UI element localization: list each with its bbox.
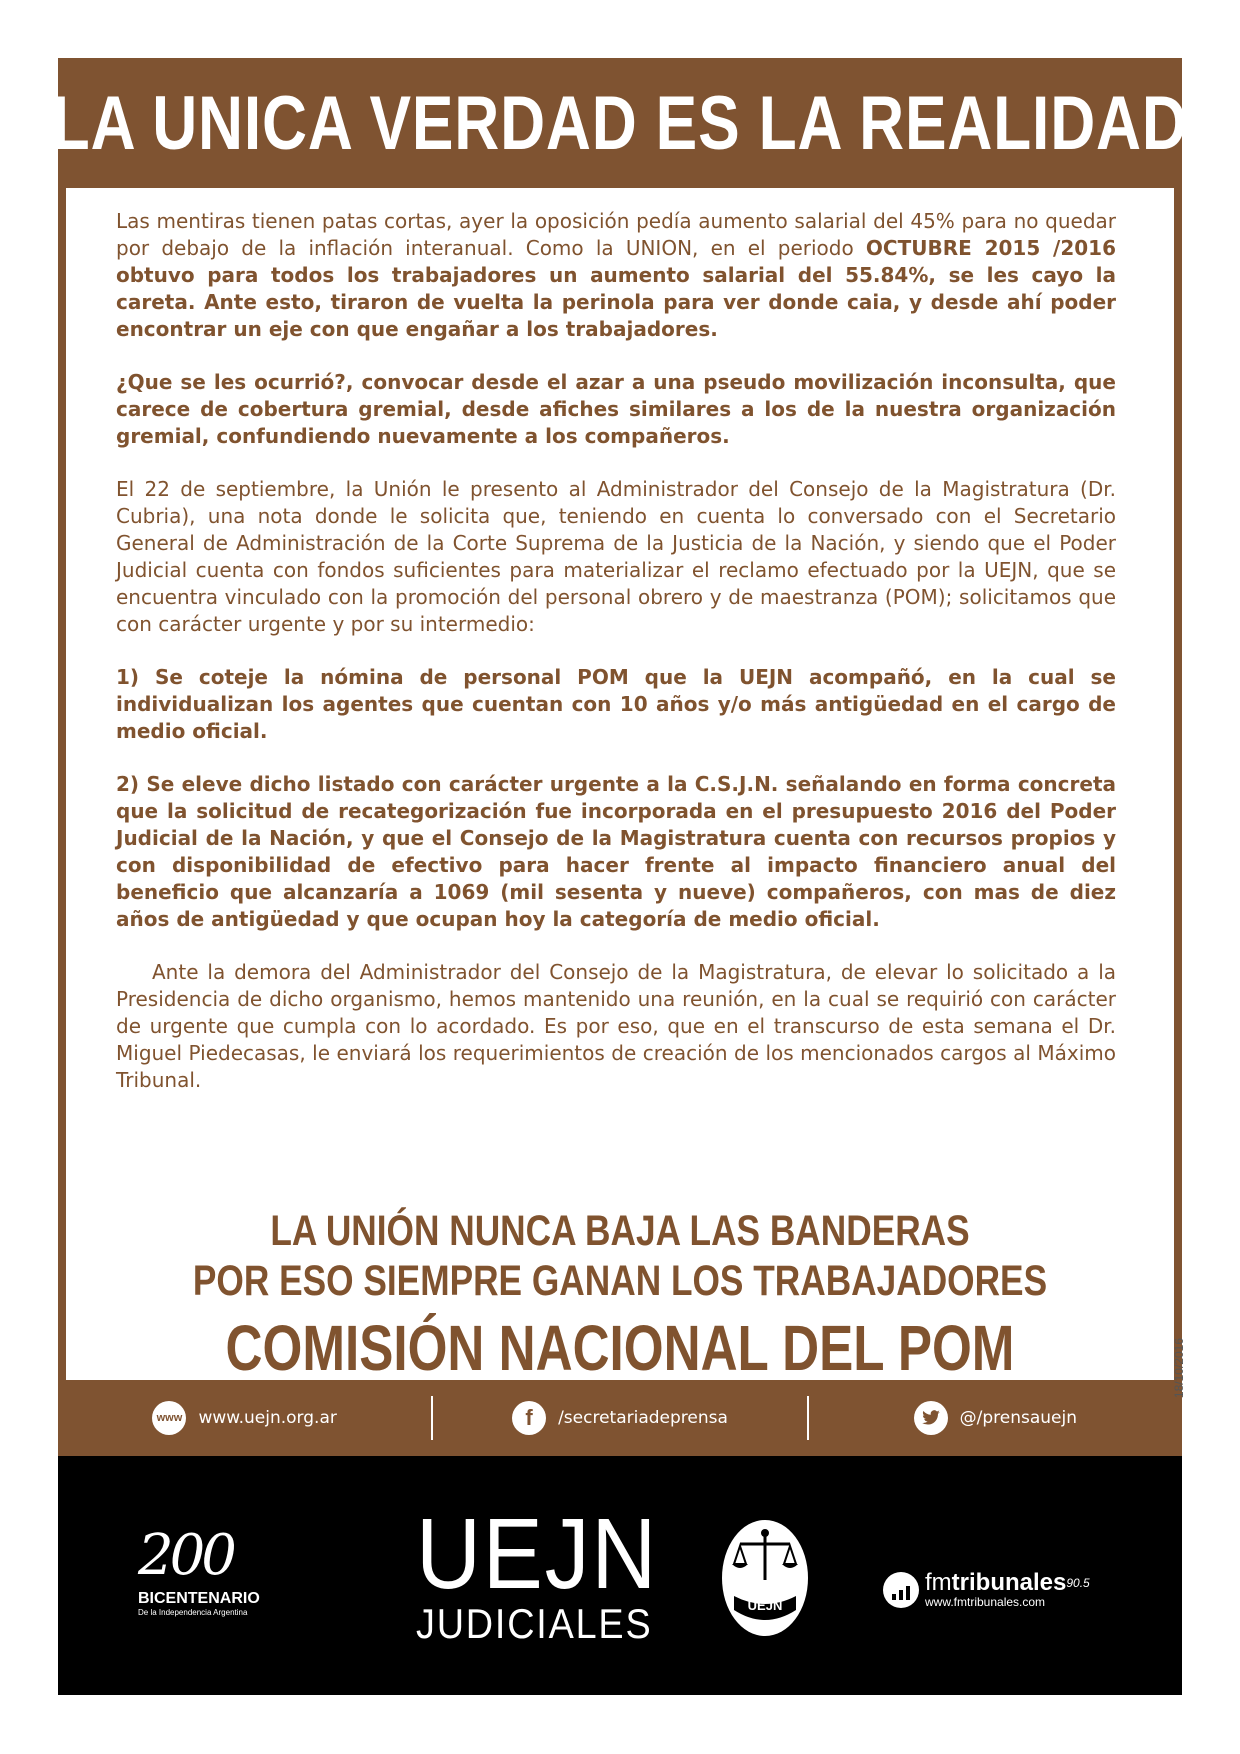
website-text: www.uejn.org.ar: [198, 1408, 337, 1428]
paragraph-2: ¿Que se les ocurrió?, convocar desde el azar a una pseudo movilización inconsulta, que carece de cobertura gremial, desde afiches similares a los de la nuestra organización gremial, confundiendo nuevamente a los compañeros.: [116, 370, 1116, 448]
twitter-text: @/prensauejn: [959, 1408, 1077, 1428]
signal-bars-icon: [883, 1572, 919, 1608]
uejn-wordmark: UEJN: [416, 1498, 659, 1610]
globe-icon: www: [152, 1401, 186, 1435]
bicentenario-subtitle: De la Independencia Argentina: [138, 1608, 248, 1617]
fm-url: www.fmtribunales.com: [925, 1595, 1046, 1609]
commission-signature: COMISIÓN NACIONAL DEL POM: [225, 1312, 1015, 1384]
website-link[interactable]: [58, 1401, 431, 1435]
bicentenario-logo: [138, 1523, 338, 1617]
bicentenario-title: BICENTENARIO: [138, 1590, 260, 1607]
scales-emblem-icon: [720, 1518, 810, 1638]
facebook-icon: f: [512, 1401, 546, 1435]
headline: LA UNICA VERDAD ES LA REALIDAD: [52, 80, 1189, 166]
twitter-link[interactable]: [809, 1401, 1182, 1435]
paragraph-1: [116, 208, 1116, 343]
slogans: [66, 1206, 1174, 1386]
slogan-1: LA UNIÓN NUNCA BAJA LAS BANDERAS: [270, 1207, 970, 1255]
fmtribunales-logo: [883, 1571, 1090, 1609]
fm-frequency: 90.5: [1066, 1576, 1090, 1590]
paragraph-1-intro: Las mentiras tienen patas cortas, ayer la oposición pedía aumento salarial del 45% para no quedar por debajo de la inflación interanual. Como la UNION, en el periodo: [116, 209, 1116, 260]
content-panel: [66, 188, 1186, 1399]
bicentenario-mark: 200: [138, 1523, 233, 1588]
contact-bar: [58, 1380, 1182, 1456]
fm-brand: [925, 1571, 1090, 1595]
request-item-2: 2) Se eleve dicho listado con carácter urgente a la C.S.J.N. señalando en forma concreta que la solicitud de recategorización fue incorporada en el presupuesto 2016 del Poder Judicial de la Nación, y que el Consejo de la Magistratura cuenta con recursos propios y con disponibilidad de efectivo para hacer frente al impacto financiero anual del beneficio que alcanzaría a 1069 (mil sesenta y nueve) compañeros, con mas de diez años de antigüedad y que ocupan hoy la categoría de medio oficial.: [116, 772, 1116, 931]
facebook-text: /secretariadeprensa: [558, 1408, 728, 1428]
date-stamp: 18/10/2016: [1172, 1338, 1186, 1399]
twitter-icon: [914, 1401, 948, 1435]
flyer: [52, 58, 1189, 1695]
paragraph-3: El 22 de septiembre, la Unión le presento al Administrador del Consejo de la Magistratura (Dr. Cubria), una nota donde le solicita que, teniendo en cuenta lo conversado con el Secretario General de Administración de la Corte Suprema de la Justicia de la Nación, y siendo que el Poder Judicial cuenta con fondos suficientes para materializar el reclamo efectuado por la UEJN, que se encuentra vinculado con la promoción del personal obrero y de maestranza (POM); solicitamos que con carácter urgente y por su intermedio:: [116, 477, 1116, 636]
request-item-1: 1) Se coteje la nómina de personal POM que la UEJN acompañó, en la cual se individualizan los agentes que cuentan con 10 años y/o más antigüedad en el cargo de medio oficial.: [116, 665, 1116, 743]
emblem-text: UEJN: [747, 1598, 783, 1613]
paragraph-1-bold: OCTUBRE 2015 /2016 obtuvo para todos los trabajadores un aumento salarial del 55.84%, se les cayo la careta. Ante esto, tiraron de vuelta la perinola para ver donde caia, y desde ahí poder encontrar un eje con que engañar a los trabajadores.: [116, 236, 1116, 341]
title-bar: [52, 58, 1189, 188]
fm-brand-name: tribunales: [951, 1569, 1067, 1596]
slogan-2: POR ESO SIEMPRE GANAN LOS TRABAJADORES: [192, 1257, 1048, 1305]
footer: [58, 1456, 1182, 1695]
fm-prefix: fm: [925, 1569, 952, 1596]
body-text: [116, 208, 1116, 1120]
facebook-link[interactable]: [433, 1401, 806, 1435]
paragraph-6: Ante la demora del Administrador del Consejo de la Magistratura, de elevar lo solicitado a la Presidencia de dicho organismo, hemos mantenido una reunión, en la cual se requirió con carácter de urgente que cumpla con lo acordado. Es por eso, que en el transcurso de esta semana el Dr. Miguel Piedecasas, le enviará los requerimientos de creación de los mencionados cargos al Máximo Tribunal.: [116, 960, 1116, 1092]
judiciales-wordmark: JUDICIALES: [416, 1600, 653, 1647]
uejn-logo: [403, 1498, 663, 1647]
